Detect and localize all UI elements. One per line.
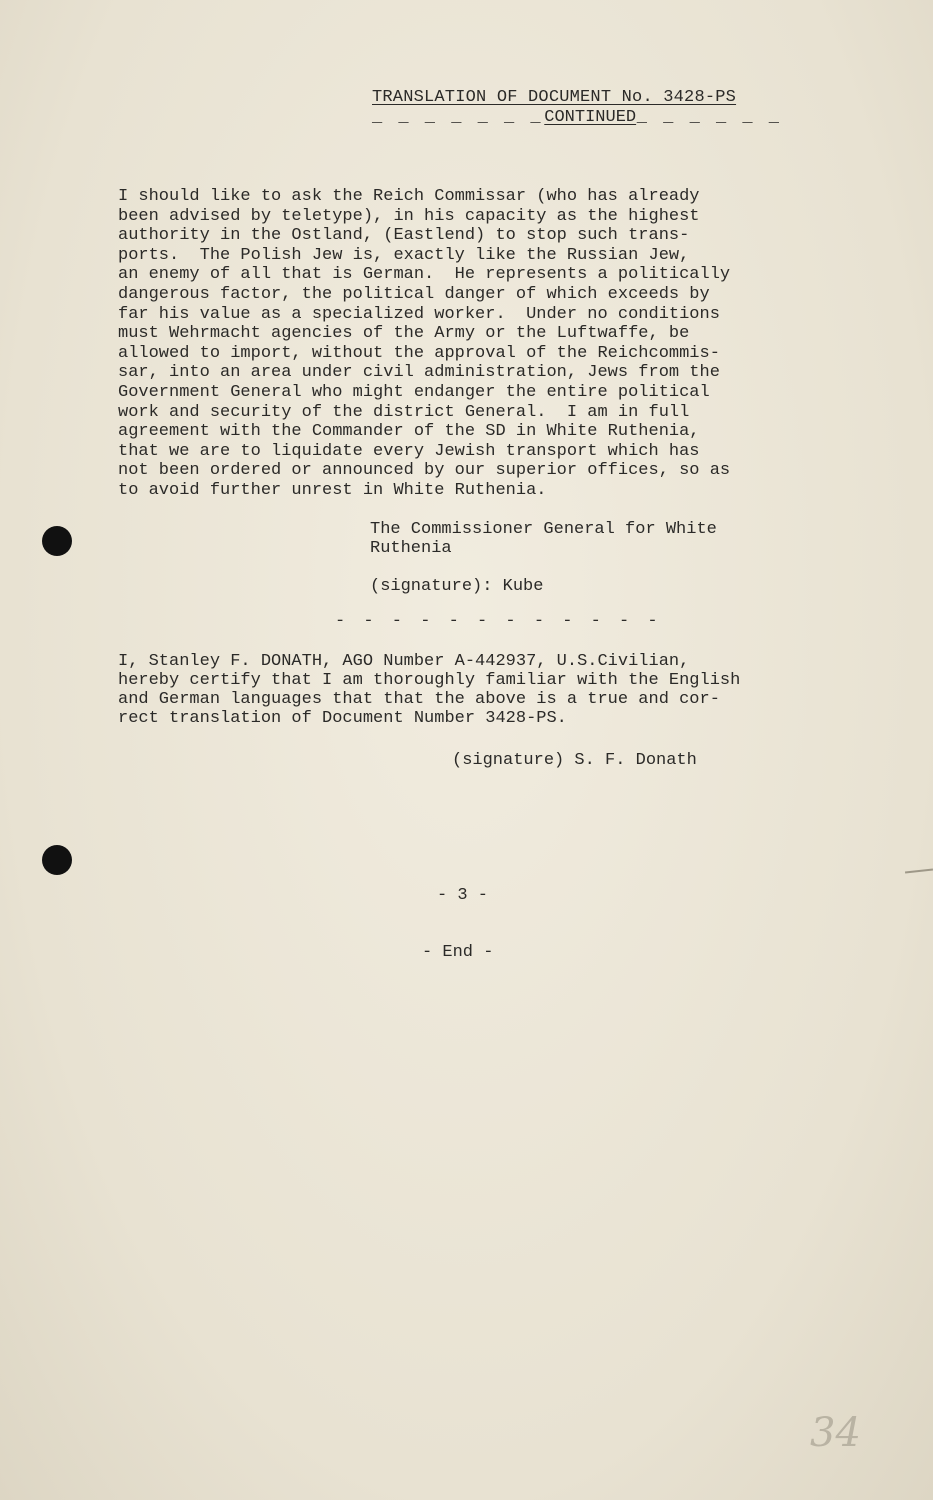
certification-paragraph: I, Stanley F. DONATH, AGO Number A-442937, U.S.Civilian, hereby certify that I am thoroughly familiar with the English and German languages that that the above is a true and cor- rect translation of Document Number 3428-PS. [118, 652, 741, 728]
page-number: - 3 - [437, 886, 489, 905]
document-subtitle: CONTINUED [544, 108, 637, 127]
end-mark: - End - [422, 943, 494, 962]
translator-signature: (signature) S. F. Donath [452, 751, 697, 770]
handwritten-page-number: 34 [810, 1410, 861, 1456]
section-separator: - - - - - - - - - - - - [335, 612, 662, 631]
body-paragraph: I should like to ask the Reich Commissar (who has already been advised by teletype), in his capacity as the highest authority in the Ostland, (Eastlend) to stop such trans- ports. The Polish Jew is, exactly like the Russian Jew, an enemy of all that is German. He represents a politically dangerous factor, the political danger of which exceeds by far his value as a specialized worker. Under no conditions must Wehrmacht agencies of the Army or the Luftwaffe, be allowed to import, without the approval of the Reichcommis- sar, into an area under civil administration, Jews from the Government General who might endanger the entire political work and security of the district General. I am in full agreement with the Commander of the SD in White Ruthenia, that we are to liquidate every Jewish transport which has not been ordered or announced by our superior offices, so as to avoid further unrest in White Ruthenia. [118, 187, 731, 500]
subtitle-dashes-right: _ _ _ _ _ _ [636, 108, 782, 127]
signatory-signature: (signature): Kube [370, 577, 544, 596]
punch-hole-icon [42, 526, 72, 556]
punch-hole-icon [42, 845, 72, 875]
document-subtitle-row [372, 108, 782, 127]
document-title: TRANSLATION OF DOCUMENT No. 3428-PS [372, 88, 737, 107]
paper-edge-mark [905, 869, 933, 874]
signatory-title: The Commissioner General for White Ruthenia [370, 520, 717, 558]
subtitle-dashes-left: _ _ _ _ _ _ _ [372, 108, 544, 127]
